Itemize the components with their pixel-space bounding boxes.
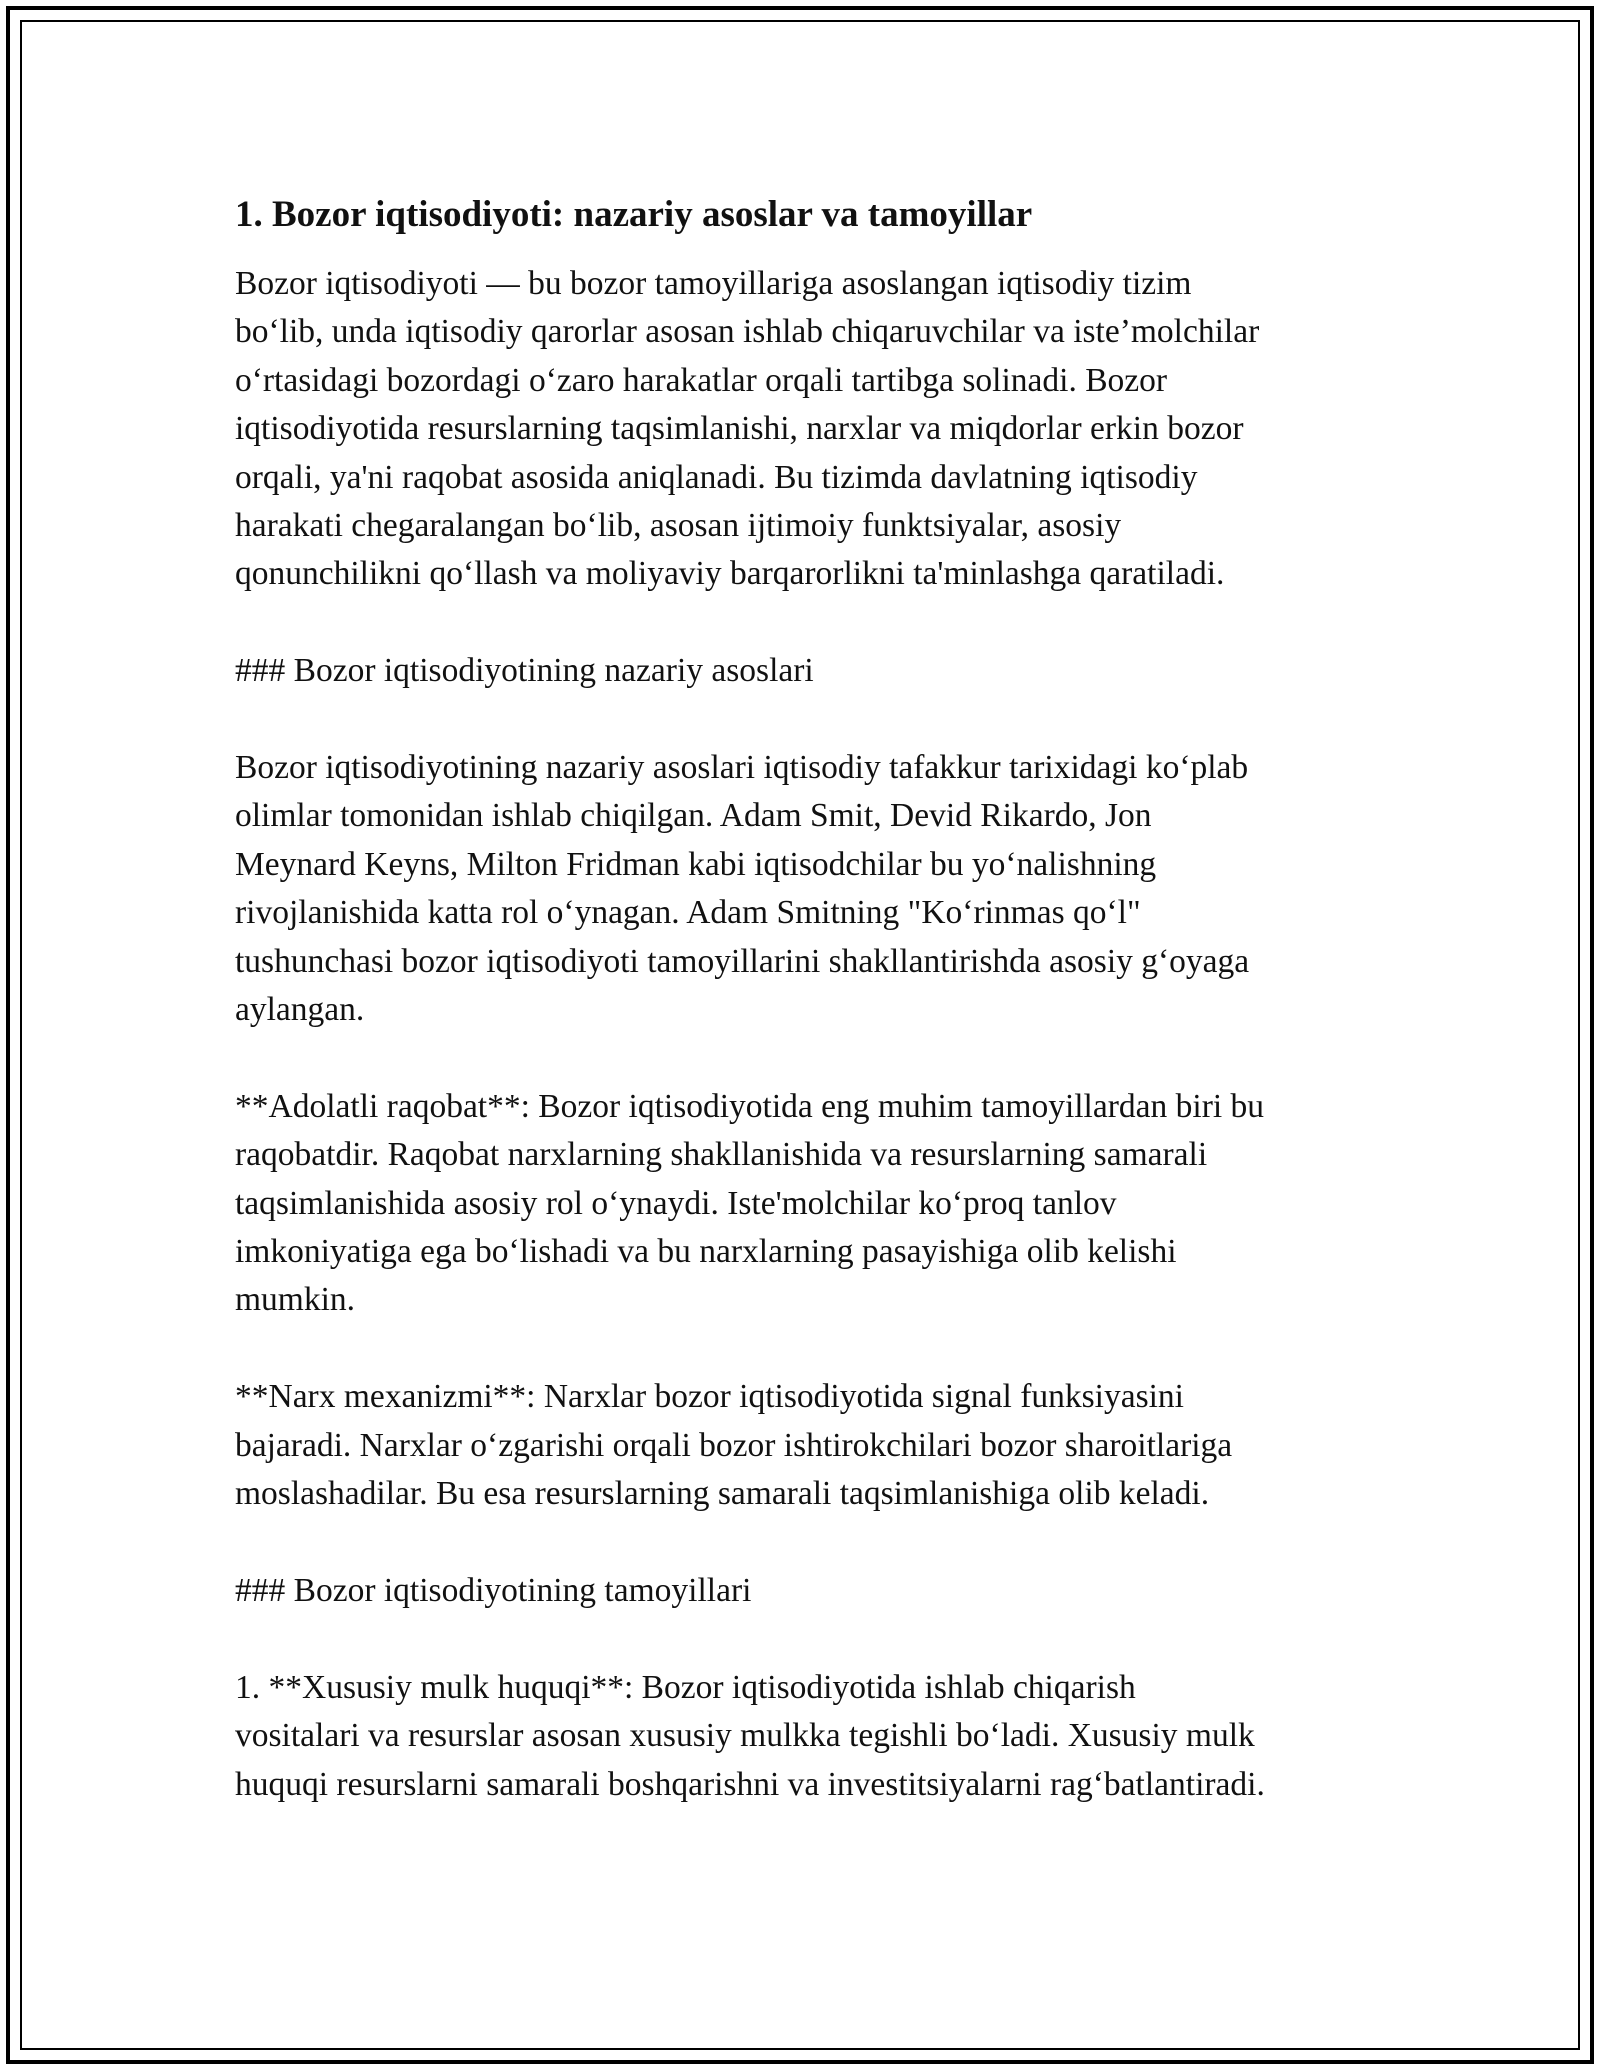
document-body bbox=[235, 188, 1375, 1857]
document-title: 1. Bozor iqtisodiyoti: nazariy asoslar va tamoyillar bbox=[235, 194, 1033, 235]
price-mechanism-paragraph: **Narx mexanizmi**: Narxlar bozor iqtisodiyotida signal funksiyasini bajaradi. Narxlar o‘zgarishi orqali bozor ishtirokchilari bozor sharoitlariga moslashadilar. Bu esa resurslarning samarali taqsimlanishiga olib keladi. bbox=[235, 1378, 1233, 1513]
section-heading-principles: ### Bozor iqtisodiyotining tamoyillari bbox=[235, 1571, 752, 1609]
private-property-paragraph: 1. **Xususiy mulk huquqi**: Bozor iqtisodiyotida ishlab chiqarish vositalari va resurslar asosan xususiy mulkka tegishli bo‘ladi. Xususiy mulk huquqi resurslarni samarali boshqarishni va investitsiyalarni rag‘batlantiradi. bbox=[235, 1668, 1265, 1803]
section-heading-theory: ### Bozor iqtisodiyotining nazariy asoslari bbox=[235, 652, 814, 690]
intro-paragraph: Bozor iqtisodiyoti — bu bozor tamoyillariga asoslangan iqtisodiy tizim bo‘lib, unda iqtisodiy qarorlar asosan ishlab chiqaruvchilar va iste’molchilar o‘rtasidagi bozordagi o‘zaro harakatlar orqali tartibga solinadi. Bozor iqtisodiyotida resurslarning taqsimlanishi, narxlar va miqdorlar erkin bozor orqali, ya'ni raqobat asosida aniqlanadi. Bu tizimda davlatning iqtisodiy harakati chegaralangan bo‘lib, asosan ijtimoiy funktsiyalar, asosiy qonunchilikni qo‘llash va moliyaviy barqarorlikni ta'minlashga qaratiladi. bbox=[235, 265, 1260, 593]
fair-competition-paragraph: **Adolatli raqobat**: Bozor iqtisodiyotida eng muhim tamoyillardan biri bu raqobatdir. Raqobat narxlarning shakllanishida va resurslarning samarali taqsimlanishida asosiy rol o‘ynaydi. Iste'molchilar ko‘proq tanlov imkoniyatiga ega bo‘lishadi va bu narxlarning pasayishiga olib kelishi mumkin. bbox=[235, 1087, 1265, 1319]
theory-paragraph: Bozor iqtisodiyotining nazariy asoslari iqtisodiy tafakkur tarixidagi ko‘plab olimlar tomonidan ishlab chiqilgan. Adam Smit, Devid Rikardo, Jon Meynard Keyns, Milton Fridman kabi iqtisodchilar bu yo‘nalishning rivojlanishida katta rol o‘ynagan. Adam Smitning "Ko‘rinmas qo‘l" tushunchasi bozor iqtisodiyoti tamoyillarini shakllantirishda asosiy g‘oyaga aylangan. bbox=[235, 749, 1250, 1029]
